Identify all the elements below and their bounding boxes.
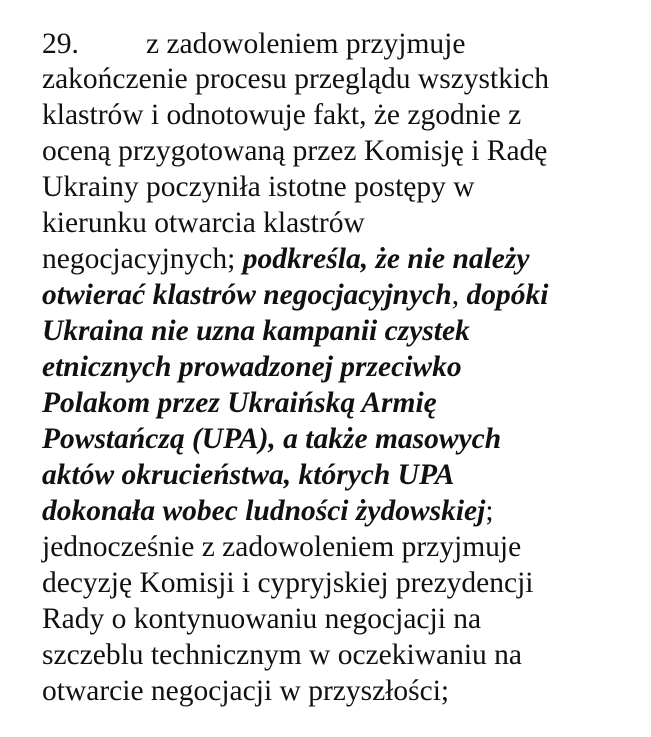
paragraph-text: z zadowoleniem przyjmuje bbox=[146, 28, 466, 60]
plain-text: , bbox=[451, 279, 467, 311]
paragraph-line-14 bbox=[42, 497, 494, 527]
emphasized-text: otwierać klastrów negocjacyjnych bbox=[42, 279, 452, 311]
paragraph-line-7 bbox=[42, 245, 529, 275]
paragraph-line-11: Polakom przez Ukraińską Armię bbox=[42, 387, 437, 419]
plain-text: negocjacyjnych; bbox=[42, 243, 243, 275]
paragraph-line-5: Ukrainy poczyniła istotne postępy w bbox=[42, 171, 475, 203]
emphasized-text: podkreśla, że nie należy bbox=[242, 243, 530, 275]
paragraph-number: 29. bbox=[42, 28, 79, 60]
paragraph-line-1 bbox=[42, 30, 465, 60]
paragraph-line-17: Rady o kontynuowaniu negocjacji na bbox=[42, 603, 482, 635]
paragraph-line-8 bbox=[42, 281, 548, 311]
paragraph-line-15: jednocześnie z zadowoleniem przyjmuje bbox=[42, 531, 522, 563]
emphasized-text: dokonała wobec ludności żydowskiej bbox=[42, 495, 486, 527]
paragraph-line-9: Ukraina nie uzna kampanii czystek bbox=[42, 315, 470, 347]
paragraph-line-13: aktów okrucieństwa, których UPA bbox=[42, 459, 455, 491]
paragraph-line-12: Powstańczą (UPA), a także masowych bbox=[42, 423, 502, 455]
paragraph-line-3: klastrów i odnotowuje fakt, że zgodnie z bbox=[42, 99, 522, 131]
paragraph-line-2: zakończenie procesu przeglądu wszystkich bbox=[42, 63, 550, 95]
paragraph-line-4: oceną przygotowaną przez Komisję i Radę bbox=[42, 135, 548, 167]
plain-text: ; bbox=[485, 495, 494, 527]
paragraph-line-19: otwarcie negocjacji w przyszłości; bbox=[42, 675, 450, 707]
emphasized-text: dopóki bbox=[466, 279, 549, 311]
paragraph-line-6: kierunku otwarcia klastrów bbox=[42, 207, 365, 239]
paragraph-line-18: szczeblu technicznym w oczekiwaniu na bbox=[42, 639, 522, 671]
paragraph-line-16: decyzję Komisji i cypryjskiej prezydencji bbox=[42, 567, 534, 599]
paragraph-line-10: etnicznych prowadzonej przeciwko bbox=[42, 351, 462, 383]
